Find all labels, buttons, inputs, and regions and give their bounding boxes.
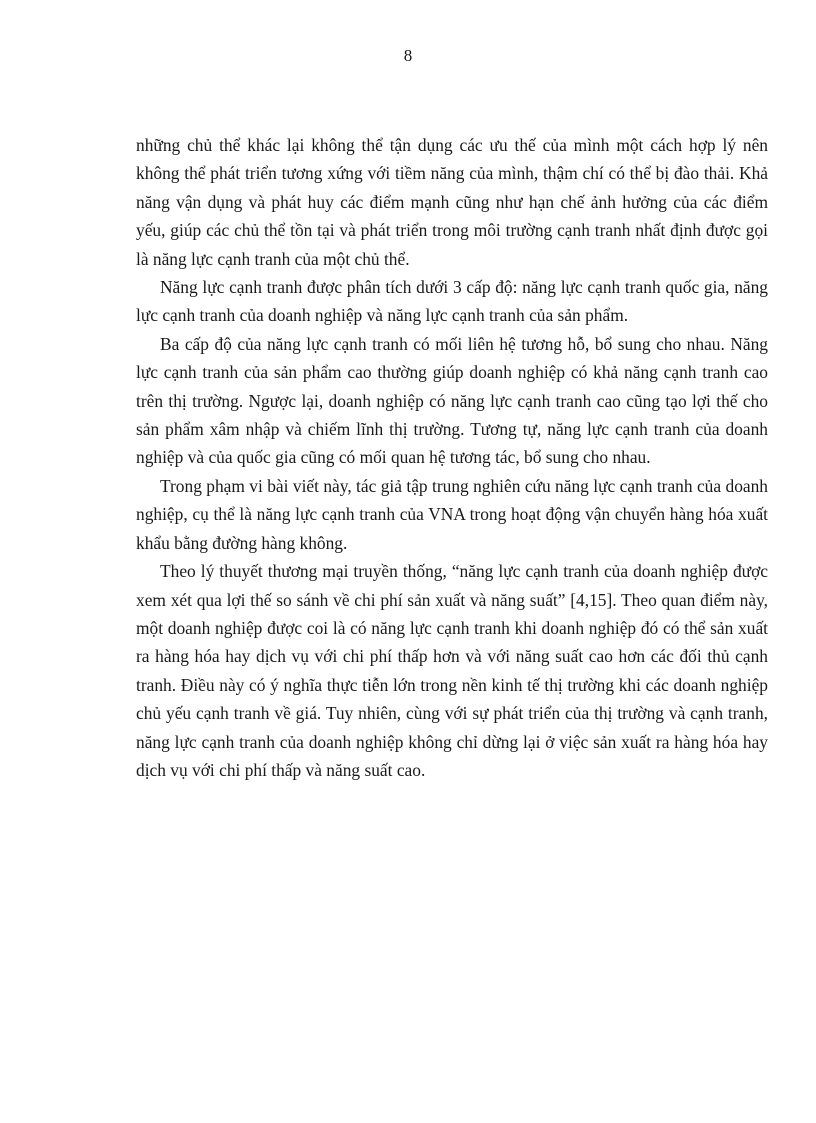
paragraph-continuation: những chủ thể khác lại không thể tận dụng các ưu thế của mình một cách hợp lý nên không thể phát triển tương xứng với tiềm năng của mình, thậm chí có thể bị đào thải. Khả năng vận dụng và phát huy các điểm mạnh cũng như hạn chế ảnh hưởng của các điểm yếu, giúp các chủ thể tồn tại và phát triển trong môi trường cạnh tranh nhất định được gọi là năng lực cạnh tranh của một chủ thể. [136,135,768,269]
paragraph-scope: Trong phạm vi bài viết này, tác giả tập trung nghiên cứu năng lực cạnh tranh của doanh nghiệp, cụ thể là năng lực cạnh tranh của VNA trong hoạt động vận chuyển hàng hóa xuất khẩu bằng đường hàng không. [136,475,768,553]
paragraph-levels-relationship: Ba cấp độ của năng lực cạnh tranh có mối liên hệ tương hỗ, bổ sung cho nhau. Năng lực cạnh tranh của sản phẩm cao thường giúp doanh nghiệp có khả năng cạnh tranh cao trên thị trường. Ngược lại, doanh nghiệp có năng lực cạnh tranh cao cũng tạo lợi thế cho sản phẩm xâm nhập và chiếm lĩnh thị trường. Tương tự, năng lực cạnh tranh của doanh nghiệp và của quốc gia cũng có mối quan hệ tương tác, bổ sung cho nhau. [136,333,768,468]
document-body [136,131,768,784]
paragraph-competitiveness-levels: Năng lực cạnh tranh được phân tích dưới 3 cấp độ: năng lực cạnh tranh quốc gia, năng lực cạnh tranh của doanh nghiệp và năng lực cạnh tranh của sản phẩm. [136,277,768,326]
paragraph-traditional-theory: Theo lý thuyết thương mại truyền thống, “năng lực cạnh tranh của doanh nghiệp được xem xét qua lợi thế so sánh về chi phí sản xuất và năng suất” [4,15]. Theo quan điểm này, một doanh nghiệp được coi là có năng lực cạnh tranh khi doanh nghiệp đó có thể sản xuất ra hàng hóa hay dịch vụ với chi phí thấp hơn và với năng suất cao hơn các đối thủ cạnh tranh. Điều này có ý nghĩa thực tiễn lớn trong nền kinh tế thị trường khi các doanh nghiệp chủ yếu cạnh tranh về giá. Tuy nhiên, cùng với sự phát triển của thị trường và cạnh tranh, năng lực cạnh tranh của doanh nghiệp không chỉ dừng lại ở việc sản xuất ra hàng hóa hay dịch vụ với chi phí thấp và năng suất cao. [136,561,768,780]
page-number: 8 [403,46,413,65]
